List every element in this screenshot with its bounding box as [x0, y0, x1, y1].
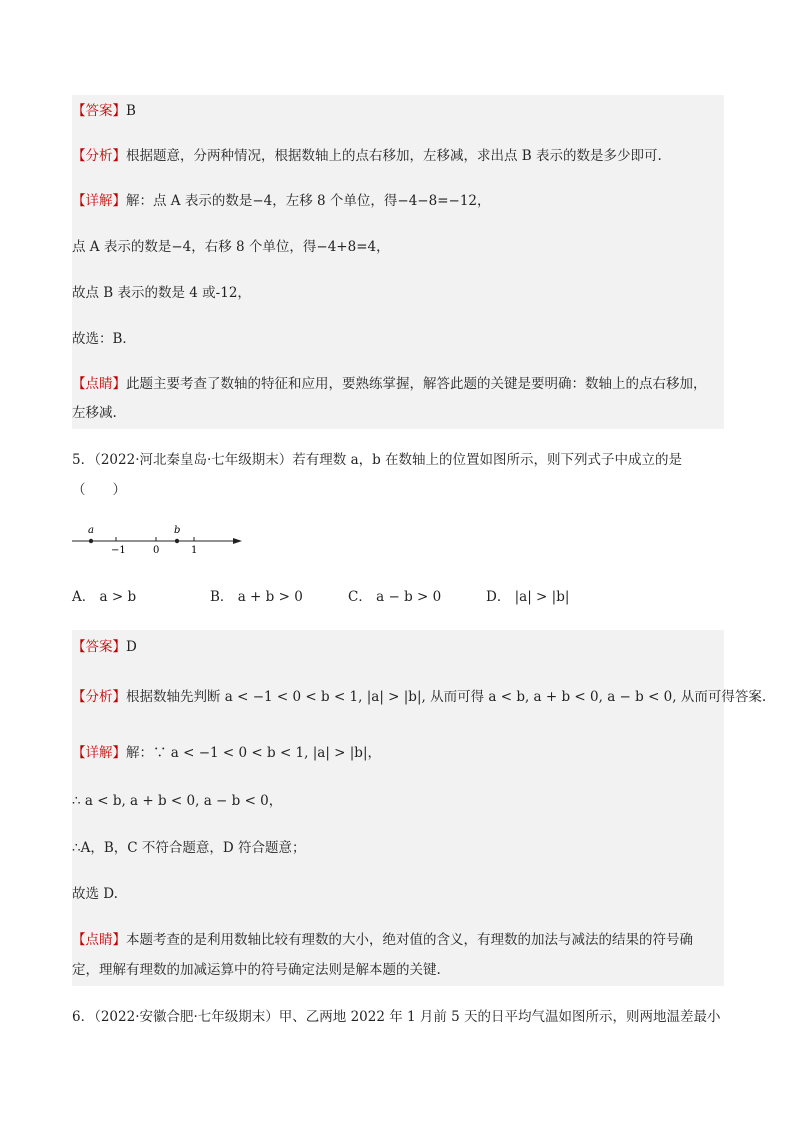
- q4-detail-3: 故点 B 表示的数是 4 或-12，: [72, 285, 251, 301]
- analysis-tag: 【分析】: [72, 689, 126, 705]
- q4-answer: [72, 101, 136, 121]
- analysis-text: 根据数轴先判断 a < −1 < 0 < b < 1, |a| > |b|, 从而可得 a < b, a + b < 0, a − b < 0, 从而可得答案.: [126, 689, 767, 705]
- q5-detail-3: ∴A，B，C 不符合题意，D 符合题意；: [72, 840, 306, 856]
- detail-tag: 【详解】: [72, 745, 126, 761]
- comment-tag: 【点睛】: [72, 376, 126, 392]
- answer-tag: 【答案】: [72, 639, 126, 655]
- q4-detail-4: 故选：B．: [72, 331, 136, 347]
- analysis-tag: 【分析】: [72, 148, 126, 164]
- option-c: C． a − b > 0: [348, 589, 442, 605]
- detail-text: 解：点 A 表示的数是−4，左移 8 个单位，得−4−8=−12，: [126, 193, 491, 209]
- point-a: [89, 539, 93, 543]
- axis-arrow-icon: [233, 538, 242, 544]
- detail-tag: 【详解】: [72, 193, 126, 209]
- answer-tag: 【答案】: [72, 103, 126, 119]
- q4-detail-2: 点 A 表示的数是−4，右移 8 个单位，得−4+8=4，: [72, 239, 390, 255]
- analysis-text: 根据题意，分两种情况，根据数轴上的点右移加，左移减，求出点 B 表示的数是多少即可.: [126, 148, 662, 164]
- option-d: D． |a| > |b|: [486, 589, 570, 605]
- option-a: A． a > b: [72, 589, 137, 605]
- q5-detail-1: [72, 743, 381, 763]
- tick-label-0: 0: [153, 545, 160, 556]
- point-b: [175, 539, 179, 543]
- q5-detail-2: ∴ a < b, a + b < 0, a − b < 0，: [72, 793, 283, 809]
- q5-question: 5．（2022·河北秦皇岛·七年级期末）若有理数 a，b 在数轴上的位置如图所示，则下列式子中成立的是: [72, 452, 683, 468]
- label-a: a: [88, 525, 94, 536]
- tick-label-1: 1: [191, 545, 198, 556]
- option-b: B． a + b > 0: [210, 589, 303, 605]
- q6-question: 6．（2022·安徽合肥·七年级期末）甲、乙两地 2022 年 1 月前 5 天的日平均气温如图所示，则两地温差最小: [72, 1009, 721, 1025]
- label-b: b: [174, 525, 181, 536]
- answer-value: D: [126, 639, 137, 655]
- answer-value: B: [126, 103, 136, 119]
- comment-text: 本题考查的是利用数轴比较有理数的大小，绝对值的含义，有理数的加法与减法的结果的符号确: [126, 932, 693, 948]
- q5-detail-4: 故选 D.: [72, 886, 118, 902]
- q4-analysis: [72, 146, 662, 166]
- q5-analysis: [72, 687, 766, 707]
- q4-comment-1: [72, 374, 707, 394]
- number-line-figure: [70, 520, 250, 560]
- q5-comment-2: 定，理解有理数的加减运算中的符号确定法则是解本题的关键.: [72, 962, 441, 978]
- comment-text: 此题主要考查了数轴的特征和应用，要熟练掌握，解答此题的关键是要明确：数轴上的点右移加，: [126, 376, 707, 392]
- comment-tag: 【点睛】: [72, 932, 126, 948]
- q5-comment-1: [72, 930, 693, 950]
- q4-comment-2: 左移减.: [72, 405, 117, 421]
- detail-text: 解：∵ a < −1 < 0 < b < 1, |a| > |b|，: [126, 745, 381, 761]
- tick-label-neg1: −1: [111, 545, 126, 556]
- q4-detail-1: [72, 191, 491, 211]
- q5-answer: [72, 637, 137, 657]
- q5-paren: （ ）: [72, 482, 126, 498]
